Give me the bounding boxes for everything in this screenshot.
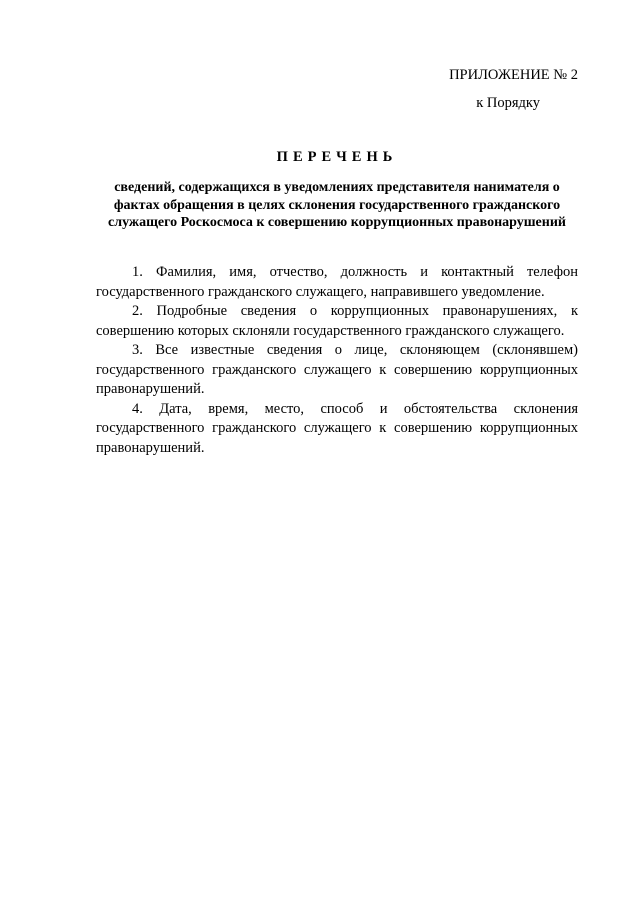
list-item: 2. Подробные сведения о коррупционных правонарушениях, к совершению которых склоняли государственного гражданского служащего.: [96, 303, 578, 339]
document-subheading: сведений, содержащихся в уведомлениях представителя нанимателя о фактах обращения в целях склонения государственного гражданского служащего Роскосмоса к совершению коррупционных правонарушений: [108, 180, 566, 230]
appendix-title: ПРИЛОЖЕНИЕ № 2: [449, 67, 578, 83]
appendix-subtitle: к Порядку: [476, 95, 540, 111]
document-heading: ПЕРЕЧЕНЬ: [276, 149, 398, 165]
items-list: [96, 263, 578, 458]
list-item: 1. Фамилия, имя, отчество, должность и контактный телефон государственного гражданского служащего, направившего уведомление.: [96, 264, 578, 300]
list-item: 3. Все известные сведения о лице, склоняющем (склонявшем) государственного гражданского служащего к совершению коррупционных правонарушений.: [96, 342, 578, 397]
list-item: 4. Дата, время, место, способ и обстоятельства склонения государственного гражданского служащего к совершению коррупционных правонарушений.: [96, 400, 578, 456]
